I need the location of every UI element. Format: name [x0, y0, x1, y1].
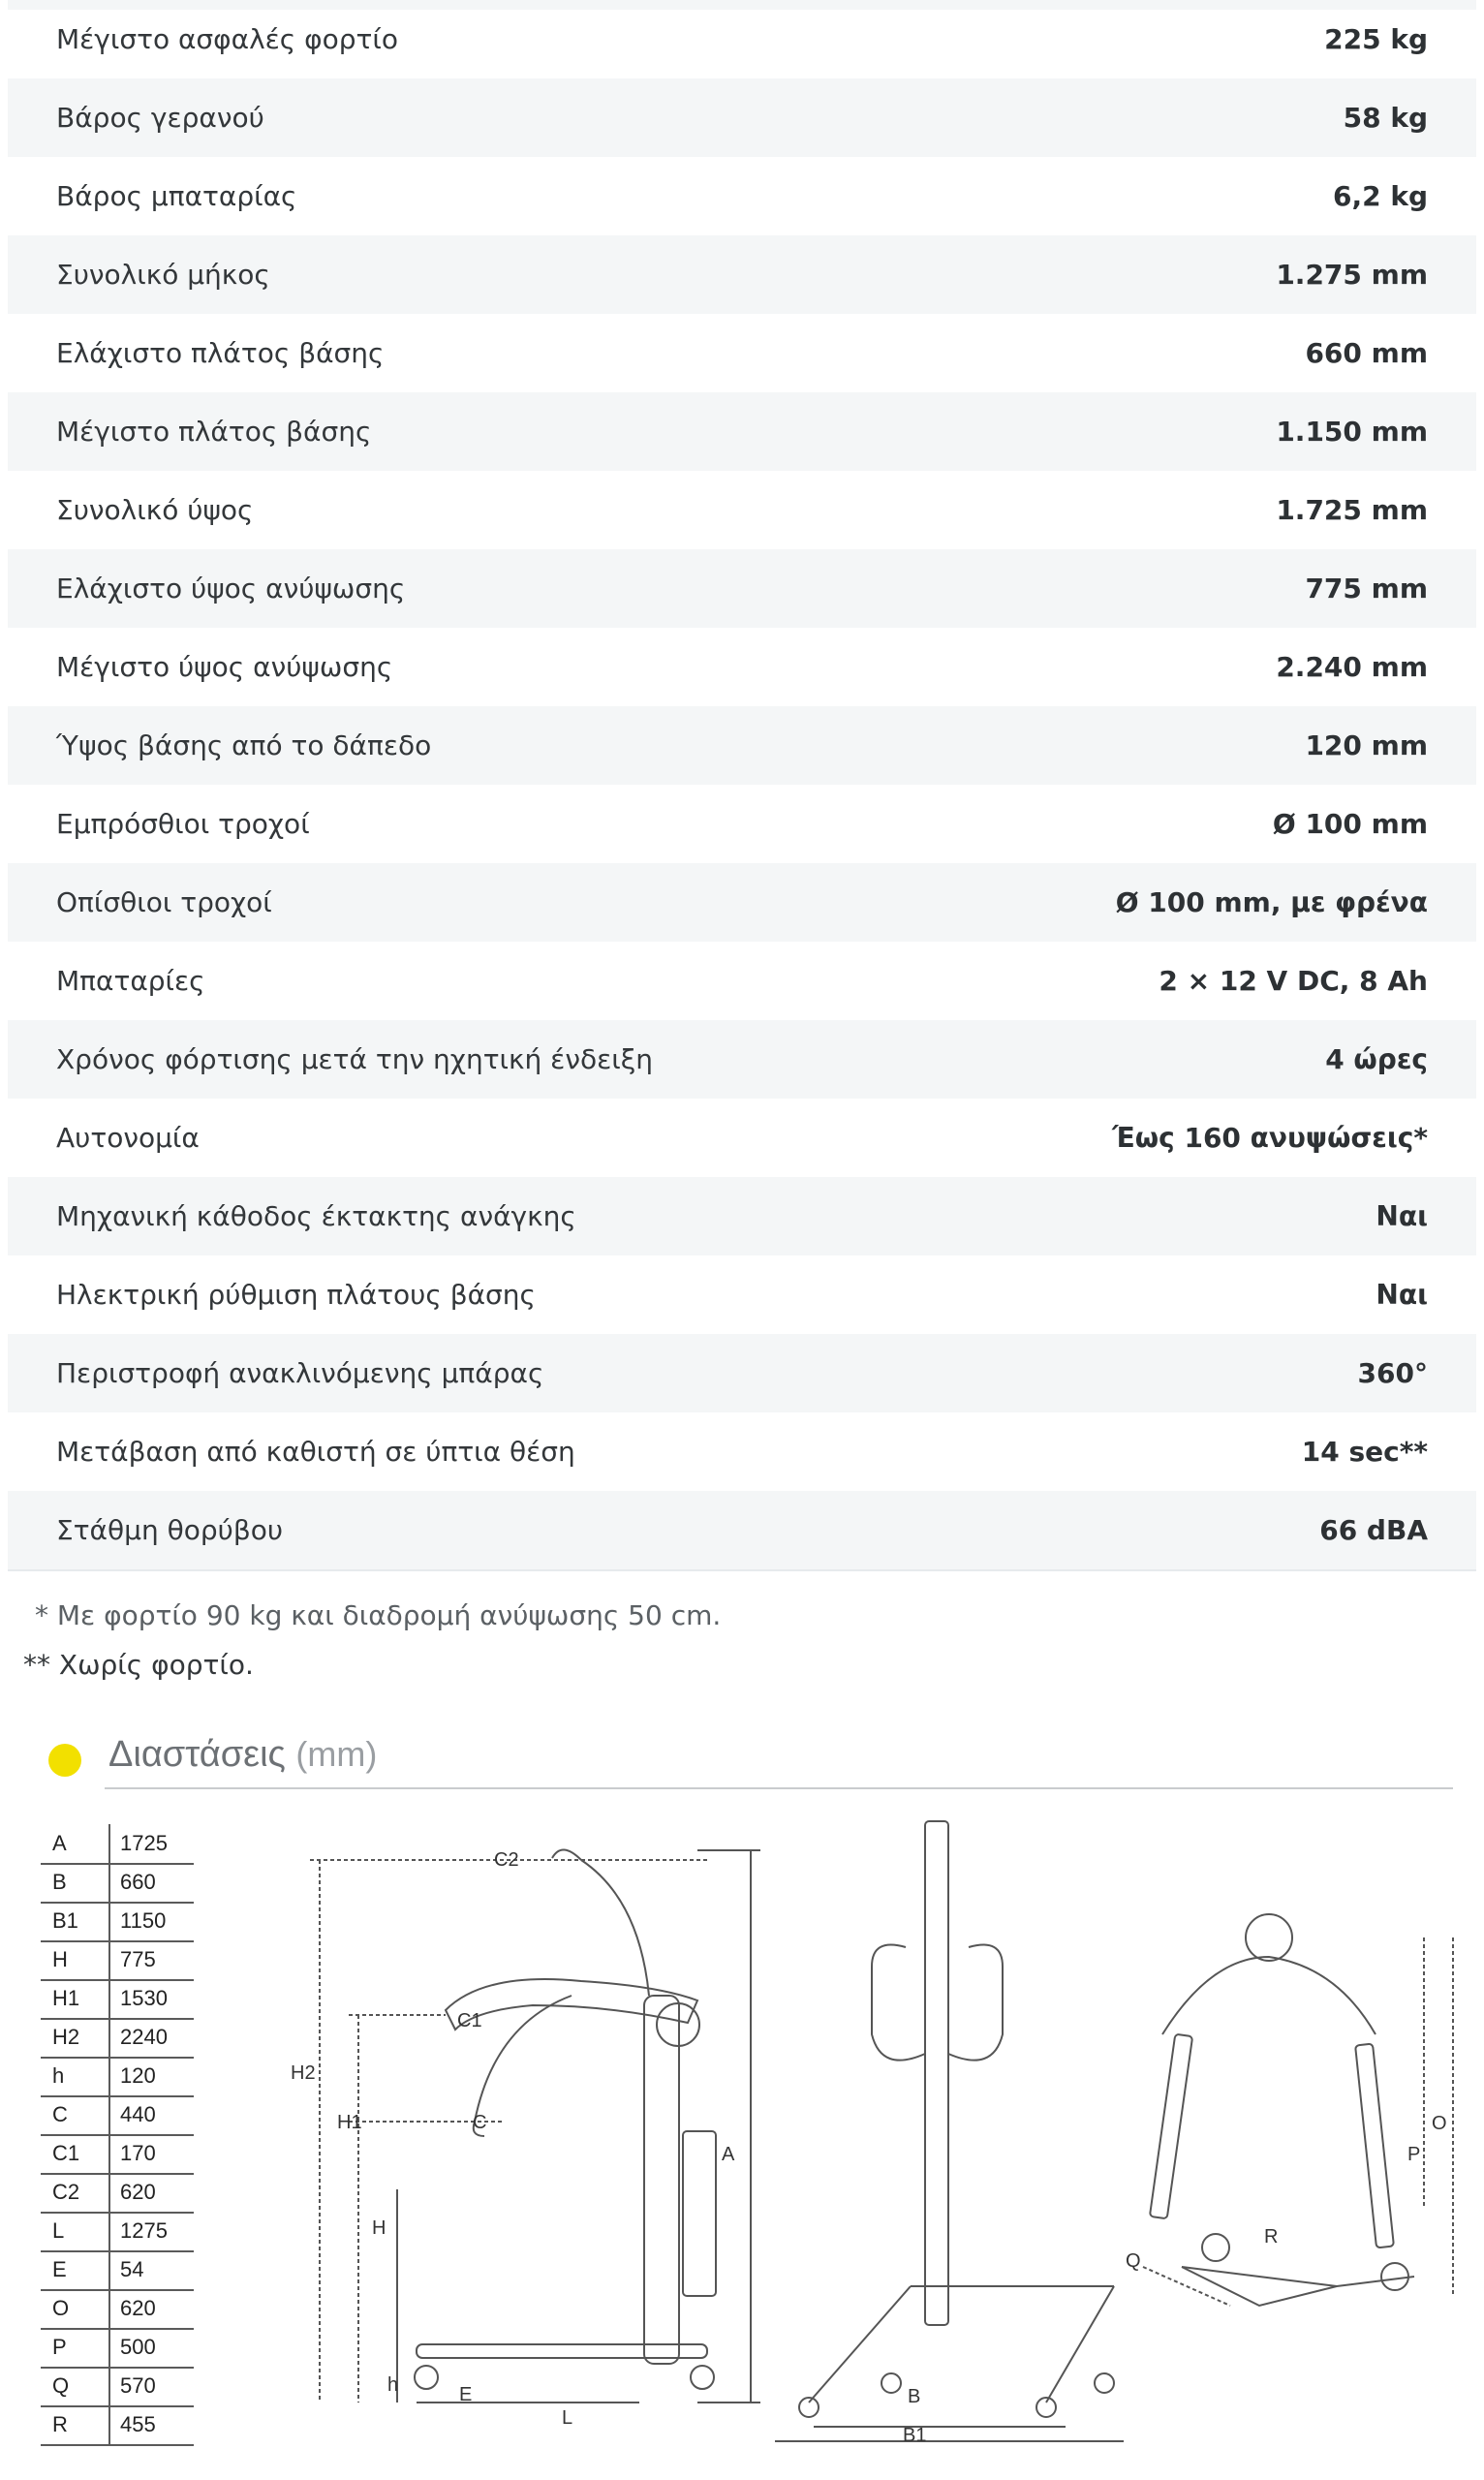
dimension-key: B — [52, 1870, 67, 1894]
dimension-row — [41, 2212, 194, 2252]
label-e: E — [459, 2384, 473, 2405]
spec-row — [8, 157, 1476, 235]
spec-value: Ø 100 mm — [1272, 808, 1428, 840]
dimension-value: 660 — [120, 1870, 156, 1894]
spec-row — [8, 392, 1476, 471]
spec-row — [8, 471, 1476, 549]
dimension-value: 455 — [120, 2412, 156, 2436]
dimension-key: C — [52, 2102, 68, 2126]
spec-row — [8, 0, 1476, 78]
spec-label: Μηχανική κάθοδος έκτακτης ανάγκης — [56, 1200, 576, 1232]
dimension-value: 54 — [120, 2257, 144, 2281]
dimension-separator — [108, 2018, 110, 2057]
spec-value: 14 sec** — [1301, 1436, 1428, 1468]
dimension-row — [41, 2134, 194, 2175]
dimension-value: 2240 — [120, 2025, 168, 2049]
dimensions-heading — [108, 1734, 377, 1776]
dimension-key: Q — [52, 2373, 70, 2398]
dimension-value: 1150 — [120, 1908, 167, 1933]
dimension-value: 1530 — [120, 1986, 168, 2010]
spec-label: Οπίσθιοι τροχοί — [56, 886, 272, 918]
dimension-row — [41, 1979, 194, 2020]
dimension-key: L — [52, 2218, 65, 2243]
spec-value: 4 ώρες — [1325, 1043, 1428, 1075]
dimension-row — [41, 2018, 194, 2059]
dimension-row — [41, 2250, 194, 2291]
dimension-key: R — [52, 2412, 68, 2436]
spec-value: Έως 160 ανυψώσεις* — [1112, 1122, 1428, 1154]
dimension-key: B1 — [52, 1908, 78, 1933]
dimension-value: 440 — [120, 2102, 156, 2126]
spec-value: 1.150 mm — [1276, 416, 1428, 448]
spec-label: Μετάβαση από καθιστή σε ύπτια θέση — [56, 1436, 575, 1468]
dimension-value: 170 — [120, 2141, 156, 2165]
dimension-row — [41, 2289, 194, 2330]
label-h: H — [372, 2217, 386, 2239]
dimension-separator — [108, 1863, 110, 1902]
spec-label: Μέγιστο ασφαλές φορτίο — [56, 23, 398, 55]
dimension-key: C1 — [52, 2141, 80, 2165]
label-h2: H2 — [291, 2062, 316, 2084]
spec-label: Μπαταρίες — [56, 965, 205, 997]
spec-value: 2 × 12 V DC, 8 Ah — [1159, 965, 1428, 997]
dimension-separator — [108, 1979, 110, 2018]
label-b: B — [908, 2386, 921, 2407]
spec-row — [8, 942, 1476, 1020]
spec-row — [8, 1020, 1476, 1099]
spec-row — [8, 706, 1476, 785]
dimension-value: 570 — [120, 2373, 156, 2398]
dimension-row — [41, 2095, 194, 2136]
dimension-separator — [108, 2173, 110, 2212]
spec-value: 120 mm — [1305, 729, 1428, 761]
spec-label: Ηλεκτρική ρύθμιση πλάτους βάσης — [56, 1279, 536, 1311]
dimension-key: h — [52, 2063, 65, 2088]
label-c: C — [473, 2112, 487, 2133]
dimension-value: 500 — [120, 2335, 156, 2359]
spec-label: Βάρος μπαταρίας — [56, 180, 297, 212]
dimension-separator — [108, 1902, 110, 1940]
spec-label: Περιστροφή ανακλινόμενης μπάρας — [56, 1357, 544, 1389]
dimension-row — [41, 1902, 194, 1942]
spec-value: 225 kg — [1324, 23, 1428, 55]
dimensions-title: Διαστάσεις — [108, 1734, 286, 1775]
dimension-key: P — [52, 2335, 67, 2359]
dimension-key: H — [52, 1947, 68, 1971]
dimension-separator — [108, 2405, 110, 2444]
dimension-separator — [108, 2367, 110, 2405]
dimension-separator — [108, 1940, 110, 1979]
spec-row — [8, 235, 1476, 314]
drawing-labels — [291, 1849, 1447, 2446]
spec-row — [8, 785, 1476, 863]
dimension-row — [41, 2173, 194, 2214]
dimension-key: A — [52, 1831, 67, 1855]
spec-value: 360° — [1357, 1357, 1428, 1389]
spec-value: 1.275 mm — [1276, 259, 1428, 291]
spec-value: 660 mm — [1305, 337, 1428, 369]
spec-value: 66 dBA — [1319, 1514, 1428, 1546]
dimension-value: 1725 — [120, 1831, 168, 1855]
dimension-value: 620 — [120, 2180, 156, 2204]
spec-label: Εμπρόσθιοι τροχοί — [56, 808, 310, 840]
dimension-separator — [108, 2212, 110, 2250]
spec-row — [8, 78, 1476, 157]
spec-row — [8, 1177, 1476, 1256]
dimension-value: 620 — [120, 2296, 156, 2320]
spec-value: 775 mm — [1305, 573, 1428, 604]
label-o: O — [1432, 2113, 1447, 2134]
dimension-row — [41, 1824, 194, 1865]
label-b1: B1 — [903, 2425, 927, 2446]
footnote-no-load: ** Χωρίς φορτίο. — [23, 1649, 254, 1681]
spec-label: Συνολικό ύψος — [56, 494, 254, 526]
spec-label: Στάθμη θορύβου — [56, 1514, 284, 1546]
spec-row — [8, 863, 1476, 942]
spec-label: Ελάχιστο πλάτος βάσης — [56, 337, 385, 369]
label-a: A — [722, 2144, 735, 2165]
spec-row — [8, 549, 1476, 628]
dimension-separator — [108, 1824, 110, 1863]
spec-label: Βάρος γερανού — [56, 102, 264, 134]
dimension-row — [41, 1863, 194, 1904]
spec-value: 6,2 kg — [1332, 180, 1428, 212]
label-l: L — [562, 2407, 573, 2429]
spec-row — [8, 1412, 1476, 1491]
label-h1: H1 — [337, 2112, 362, 2133]
label-p: P — [1407, 2144, 1421, 2165]
dimension-row — [41, 2367, 194, 2407]
spec-row — [8, 1256, 1476, 1334]
dimension-row — [41, 2405, 194, 2446]
spec-value: Ναι — [1376, 1200, 1428, 1232]
spec-value: 1.725 mm — [1276, 494, 1428, 526]
spec-row — [8, 628, 1476, 706]
dimension-separator — [108, 2095, 110, 2134]
dimension-separator — [108, 2289, 110, 2328]
label-c2: C2 — [494, 1849, 519, 1871]
footnote-autonomy: * Με φορτίο 90 kg και διαδρομή ανύψωσης 50 cm. — [35, 1599, 722, 1631]
spec-label: Μέγιστο ύψος ανύψωσης — [56, 651, 393, 683]
dimensions-unit: (mm) — [295, 1734, 378, 1774]
patient-lift-technical-drawing — [291, 1802, 1472, 2461]
dimension-row — [41, 2057, 194, 2097]
spec-label: Ύψος βάσης από το δάπεδο — [56, 729, 432, 761]
dimension-separator — [108, 2057, 110, 2095]
dimension-key: H1 — [52, 1986, 80, 2010]
spec-row — [8, 1491, 1476, 1569]
label-q: Q — [1126, 2250, 1141, 2272]
spec-label: Χρόνος φόρτισης μετά την ηχητική ένδειξη — [56, 1043, 654, 1075]
spec-row — [8, 1334, 1476, 1412]
label-r: R — [1264, 2226, 1279, 2248]
spec-value: 58 kg — [1343, 102, 1428, 134]
spec-label: Ελάχιστο ύψος ανύψωσης — [56, 573, 406, 604]
dimension-key: H2 — [52, 2025, 80, 2049]
label-c1: C1 — [457, 2010, 482, 2031]
label-small-h: h — [387, 2374, 399, 2396]
dimension-separator — [108, 2328, 110, 2367]
dimension-key: E — [52, 2257, 67, 2281]
spec-label: Αυτονομία — [56, 1122, 200, 1154]
spec-value: Ναι — [1376, 1279, 1428, 1311]
heading-divider — [105, 1787, 1453, 1789]
dimension-key: O — [52, 2296, 70, 2320]
specifications-table — [8, 0, 1476, 1571]
dimension-value: 775 — [120, 1947, 156, 1971]
spec-row — [8, 314, 1476, 392]
dimension-key: C2 — [52, 2180, 80, 2204]
spec-value: Ø 100 mm, με φρένα — [1115, 886, 1428, 918]
dimension-separator — [108, 2250, 110, 2289]
dimension-row — [41, 1940, 194, 1981]
dimension-separator — [108, 2134, 110, 2173]
spec-row — [8, 1099, 1476, 1177]
spec-label: Μέγιστο πλάτος βάσης — [56, 416, 372, 448]
spec-value: 2.240 mm — [1276, 651, 1428, 683]
section-bullet-icon — [48, 1744, 81, 1777]
dimension-row — [41, 2328, 194, 2369]
dimension-value: 120 — [120, 2063, 156, 2088]
spec-label: Συνολικό μήκος — [56, 259, 270, 291]
dimension-value: 1275 — [120, 2218, 168, 2243]
